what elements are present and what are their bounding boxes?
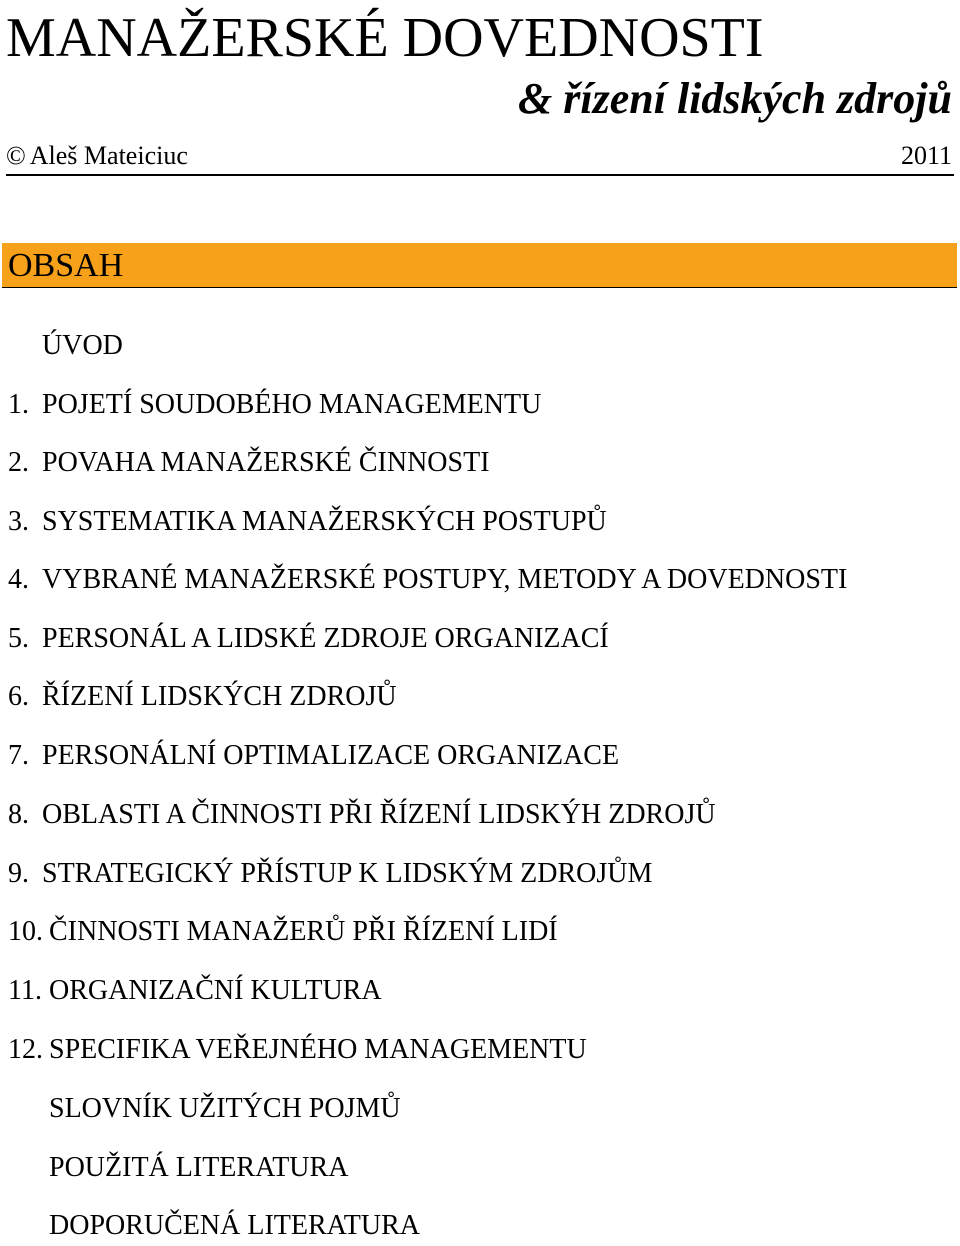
- publication-year: 2011: [900, 141, 952, 170]
- document-title: MANAŽERSKÉ DOVEDNOSTI: [6, 7, 764, 69]
- toc-item-number: 12.: [8, 1034, 43, 1065]
- copyright-icon: ©: [6, 141, 26, 170]
- toc-item-label: OBLASTI A ČINNOSTI PŘI ŘÍZENÍ LIDSKÝH ZDROJŮ: [42, 799, 716, 830]
- toc-item[interactable]: [8, 619, 609, 659]
- toc-item[interactable]: [8, 1089, 401, 1129]
- toc-item-label: SPECIFIKA VEŘEJNÉHO MANAGEMENTU: [49, 1034, 587, 1065]
- toc-item-number: 8.: [8, 799, 29, 830]
- author-line: [6, 138, 954, 176]
- toc-item-label: SLOVNÍK UŽITÝCH POJMŮ: [49, 1093, 401, 1124]
- toc-item-number: 4.: [8, 564, 29, 595]
- toc-item[interactable]: [8, 502, 607, 542]
- toc-item-number: 6.: [8, 681, 29, 712]
- toc-item[interactable]: [8, 560, 847, 600]
- toc-item-label: POUŽITÁ LITERATURA: [49, 1152, 349, 1183]
- toc-item[interactable]: [8, 971, 382, 1011]
- toc-item-number: 1.: [8, 389, 29, 420]
- toc-item-label: SYSTEMATIKA MANAŽERSKÝCH POSTUPŮ: [42, 506, 607, 537]
- author-name: Aleš Mateiciuc: [29, 141, 188, 170]
- toc-item[interactable]: [8, 912, 558, 952]
- toc-item[interactable]: [8, 795, 716, 835]
- toc-item-number: 2.: [8, 447, 29, 478]
- toc-item-number: 11.: [8, 975, 42, 1006]
- toc-item-label: VYBRANÉ MANAŽERSKÉ POSTUPY, METODY A DOVEDNOSTI: [42, 564, 848, 595]
- toc-item-label: PERSONÁLNÍ OPTIMALIZACE ORGANIZACE: [42, 740, 620, 771]
- toc-item-label: DOPORUČENÁ LITERATURA: [49, 1210, 420, 1241]
- toc-item-label: ÚVOD: [42, 330, 123, 361]
- contents-heading: OBSAH: [8, 247, 124, 284]
- toc-item[interactable]: [8, 854, 652, 894]
- toc-item-label: POJETÍ SOUDOBÉHO MANAGEMENTU: [42, 389, 542, 420]
- toc-item-number: 9.: [8, 858, 29, 889]
- toc-item[interactable]: [8, 1148, 348, 1188]
- toc-item-number: 5.: [8, 623, 29, 654]
- toc-item[interactable]: [8, 1030, 587, 1070]
- document-subtitle: & řízení lidských zdrojů: [518, 74, 952, 123]
- contents-heading-bar: [2, 243, 957, 288]
- toc-item-number: 7.: [8, 740, 29, 771]
- toc-item[interactable]: [8, 677, 397, 717]
- toc-item[interactable]: [8, 385, 541, 425]
- toc-item-number: 3.: [8, 506, 29, 537]
- toc-item-label: STRATEGICKÝ PŘÍSTUP K LIDSKÝM ZDROJŮM: [42, 858, 653, 889]
- toc-item[interactable]: [8, 326, 123, 366]
- toc-item[interactable]: [8, 736, 619, 776]
- toc-item-label: ČINNOSTI MANAŽERŮ PŘI ŘÍZENÍ LIDÍ: [49, 916, 558, 947]
- toc-item[interactable]: [8, 1206, 420, 1246]
- toc-item-label: ŘÍZENÍ LIDSKÝCH ZDROJŮ: [42, 681, 397, 712]
- toc-item-number: 10.: [8, 916, 43, 947]
- toc-item-label: ORGANIZAČNÍ KULTURA: [49, 975, 382, 1006]
- toc-item-label: POVAHA MANAŽERSKÉ ČINNOSTI: [42, 447, 490, 478]
- toc-item[interactable]: [8, 443, 490, 483]
- toc-item-label: PERSONÁL A LIDSKÉ ZDROJE ORGANIZACÍ: [42, 623, 609, 654]
